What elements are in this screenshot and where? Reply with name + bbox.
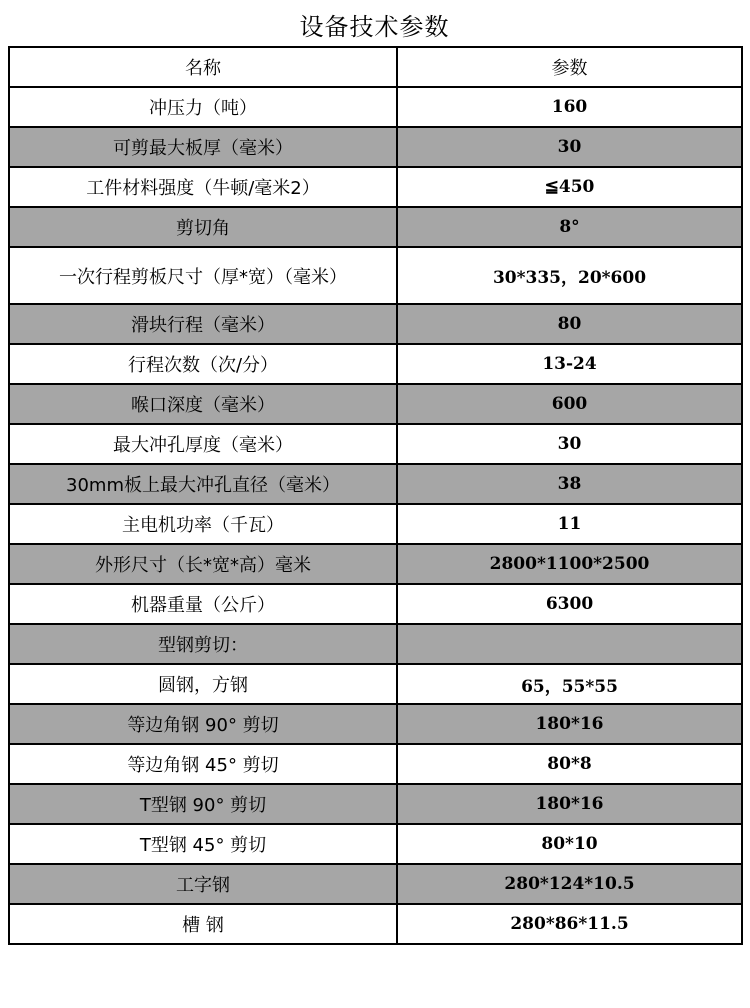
parameter-name-cell: 主电机功率（千瓦） <box>9 504 397 544</box>
parameter-name-cell: 冲压力（吨） <box>9 87 397 127</box>
table-row <box>9 207 742 247</box>
parameter-name-cell: 圆钢，方钢 <box>9 664 397 704</box>
parameter-value-cell: 280*124*10.5 <box>397 864 742 904</box>
table-row <box>9 824 742 864</box>
parameter-name-cell: T型钢 45° 剪切 <box>9 824 397 864</box>
table-row <box>9 784 742 824</box>
spec-table <box>8 46 743 945</box>
table-row <box>9 127 742 167</box>
table-row <box>9 624 742 664</box>
column-header-value: 参数 <box>397 47 742 87</box>
parameter-value-cell: 30 <box>397 127 742 167</box>
parameter-value-cell: 30 <box>397 424 742 464</box>
parameter-name-cell: 可剪最大板厚（毫米） <box>9 127 397 167</box>
spec-sheet <box>8 4 741 945</box>
parameter-name-cell: 滑块行程（毫米） <box>9 304 397 344</box>
table-row <box>9 744 742 784</box>
parameter-value-cell: 2800*1100*2500 <box>397 544 742 584</box>
parameter-value-cell: 180*16 <box>397 704 742 744</box>
parameter-name-cell: 工件材料强度（牛顿/毫米2） <box>9 167 397 207</box>
parameter-value-cell: 160 <box>397 87 742 127</box>
table-row <box>9 904 742 944</box>
parameter-name-cell: 槽 钢 <box>9 904 397 944</box>
parameter-value-cell: 38 <box>397 464 742 504</box>
page-title: 设备技术参数 <box>299 13 450 41</box>
parameter-value-cell: 80*8 <box>397 744 742 784</box>
parameter-value-cell: ≦450 <box>397 167 742 207</box>
parameter-value-cell: 8° <box>397 207 742 247</box>
table-row <box>9 504 742 544</box>
parameter-value-cell <box>397 624 742 664</box>
parameter-name-cell: 30mm板上最大冲孔直径（毫米） <box>9 464 397 504</box>
parameter-name-cell: 工字钢 <box>9 864 397 904</box>
parameter-name-cell: 剪切角 <box>9 207 397 247</box>
parameter-value-cell: 6300 <box>397 584 742 624</box>
parameter-value-cell: 180*16 <box>397 784 742 824</box>
parameter-name-cell: 等边角钢 90° 剪切 <box>9 704 397 744</box>
parameter-value-cell: 600 <box>397 384 742 424</box>
spec-table-body <box>9 47 742 944</box>
parameter-value-cell: 80 <box>397 304 742 344</box>
table-row <box>9 384 742 424</box>
parameter-name-cell: 行程次数（次/分） <box>9 344 397 384</box>
table-row <box>9 544 742 584</box>
parameter-value-cell: 11 <box>397 504 742 544</box>
parameter-name-cell: 一次行程剪板尺寸（厚*宽）（毫米） <box>9 247 397 304</box>
table-row <box>9 584 742 624</box>
parameter-name-cell: 型钢剪切： <box>9 624 397 664</box>
parameter-value-cell: 280*86*11.5 <box>397 904 742 944</box>
parameter-value-cell: 30*335，20*600 <box>397 247 742 304</box>
table-row <box>9 864 742 904</box>
table-row <box>9 344 742 384</box>
table-row <box>9 247 742 304</box>
table-row <box>9 167 742 207</box>
parameter-name-cell: 机器重量（公斤） <box>9 584 397 624</box>
table-row <box>9 87 742 127</box>
parameter-value-cell: 80*10 <box>397 824 742 864</box>
table-row <box>9 424 742 464</box>
parameter-name-cell: 外形尺寸（长*宽*高）毫米 <box>9 544 397 584</box>
parameter-value-cell: 13-24 <box>397 344 742 384</box>
table-row <box>9 704 742 744</box>
parameter-name-cell: 喉口深度（毫米） <box>9 384 397 424</box>
table-header-row <box>9 47 742 87</box>
table-row <box>9 304 742 344</box>
parameter-name-cell: 等边角钢 45° 剪切 <box>9 744 397 784</box>
parameter-name-cell: 最大冲孔厚度（毫米） <box>9 424 397 464</box>
table-row <box>9 464 742 504</box>
table-row <box>9 664 742 704</box>
parameter-name-cell: T型钢 90° 剪切 <box>9 784 397 824</box>
column-header-name: 名称 <box>9 47 397 87</box>
parameter-value-cell: 65，55*55 <box>397 664 742 704</box>
